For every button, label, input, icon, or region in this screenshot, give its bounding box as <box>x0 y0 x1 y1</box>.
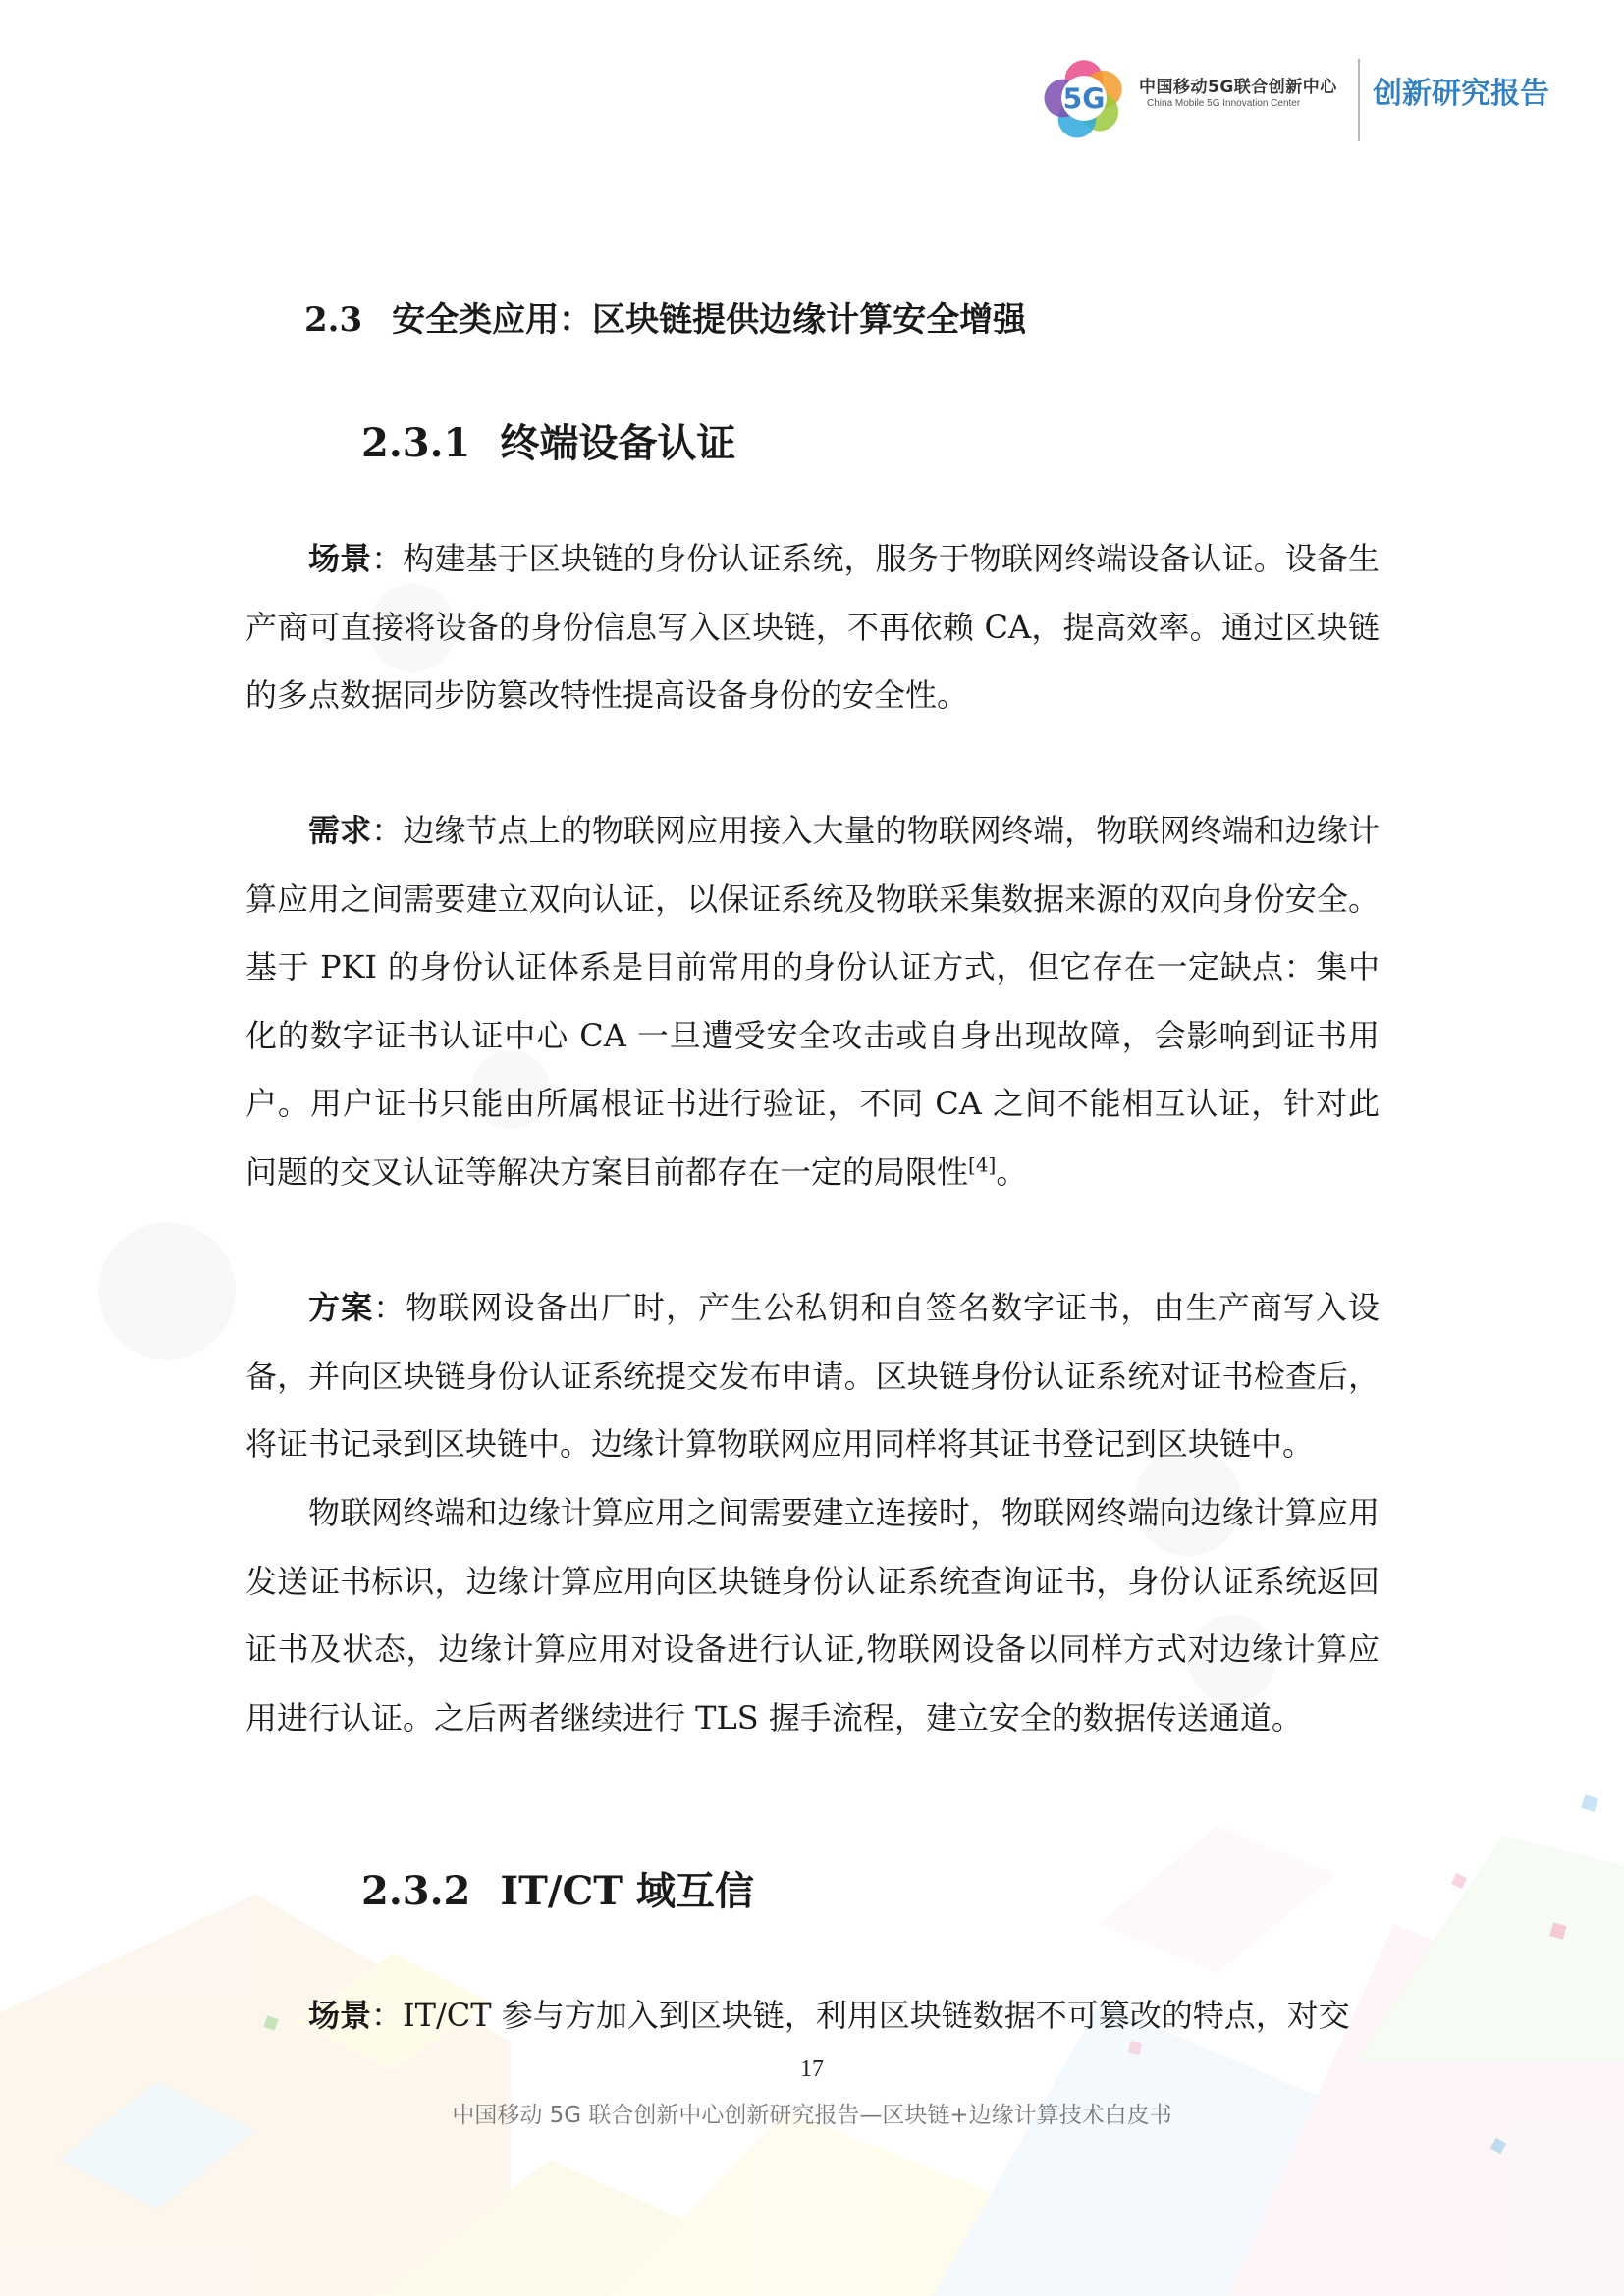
paragraph-text: ：边缘节点上的物联网应用接入大量的物联网终端，物联网终端和边缘计算应用之间需要建立双向认证，以保证系统及物联采集数据来源的双向身份安全。基于 PKI 的身份认证体系是目前常用的身份认证方式，但它存在一定缺点：集中化的数字证书认证中心 CA 一旦遭受安全攻击或自身出现故障，会影响到证书用户。用户证书只能由所属根证书进行验证，不同 CA 之间不能相互认证，针对此问题的交叉认证等解决方案目前都存在一定的局限性 <box>245 812 1380 1191</box>
subsection-title: IT/CT 域互信 <box>500 1868 754 1914</box>
paragraph-text: ：物联网设备出厂时，产生公私钥和自签名数字证书，由生产商写入设备，并向区块链身份认证系统提交发布申请。区块链身份认证系统对证书检查后，将证书记录到区块链中。边缘计算物联网应用同样将其证书登记到区块链中。 <box>245 1289 1380 1463</box>
paragraph-lead: 需求 <box>308 812 372 849</box>
report-title: 创新研究报告 <box>1373 77 1549 111</box>
paragraph-scenario <box>245 525 1380 730</box>
paragraph-scenario-itct <box>245 1982 1380 2051</box>
organization-name-english: China Mobile 5G Innovation Center <box>1147 98 1301 109</box>
paragraph-lead: 方案 <box>308 1289 374 1326</box>
subsection-heading-1 <box>361 412 735 468</box>
section-heading <box>304 293 1026 341</box>
paragraph-solution <box>245 1274 1380 1479</box>
paragraph-requirement <box>245 797 1380 1206</box>
footer-text: 中国移动 5G 联合创新中心创新研究报告—区块链+边缘计算技术白皮书 <box>452 2103 1172 2128</box>
subsection-title: 终端设备认证 <box>500 420 736 466</box>
paragraph-text: ：构建基于区块链的身份认证系统，服务于物联网终端设备认证。设备生产商可直接将设备的身份信息写入区块链，不再依赖 CA，提高效率。通过区块链的多点数据同步防篡改特性提高设备身份的安全性。 <box>245 540 1380 714</box>
china-mobile-5g-logo-icon <box>1041 55 1127 141</box>
paragraph-lead: 场景 <box>308 1997 372 2034</box>
subsection-heading-2 <box>361 1860 754 1916</box>
page-header <box>1031 47 1581 145</box>
paragraph-text: 物联网终端和边缘计算应用之间需要建立连接时，物联网终端向边缘计算应用发送证书标识，边缘计算应用向区块链身份认证系统查询证书，身份认证系统返回证书及状态，边缘计算应用对设备进行认证,物联网设备以同样方式对边缘计算应用进行认证。之后两者继续进行 TLS 握手流程，建立安全的数据传送通道。 <box>245 1494 1380 1736</box>
paragraph-solution-continued <box>245 1479 1380 1752</box>
header-divider <box>1358 59 1360 141</box>
subsection-number: 2.3.2 <box>361 1868 471 1914</box>
page-number: 17 <box>800 2056 824 2082</box>
section-number: 2.3 <box>304 300 363 340</box>
paragraph-tail: 。 <box>996 1152 1028 1191</box>
subsection-number: 2.3.1 <box>361 420 471 466</box>
section-title: 安全类应用：区块链提供边缘计算安全增强 <box>392 300 1027 340</box>
organization-name: 中国移动5G联合创新中心 <box>1139 78 1337 97</box>
paragraph-lead: 场景 <box>308 540 372 577</box>
citation-reference: [4] <box>968 1151 997 1176</box>
paragraph-text: ：IT/CT 参与方加入到区块链，利用区块链数据不可篡改的特点，对交 <box>371 1997 1350 2034</box>
svg-text:5G: 5G <box>1062 82 1106 116</box>
